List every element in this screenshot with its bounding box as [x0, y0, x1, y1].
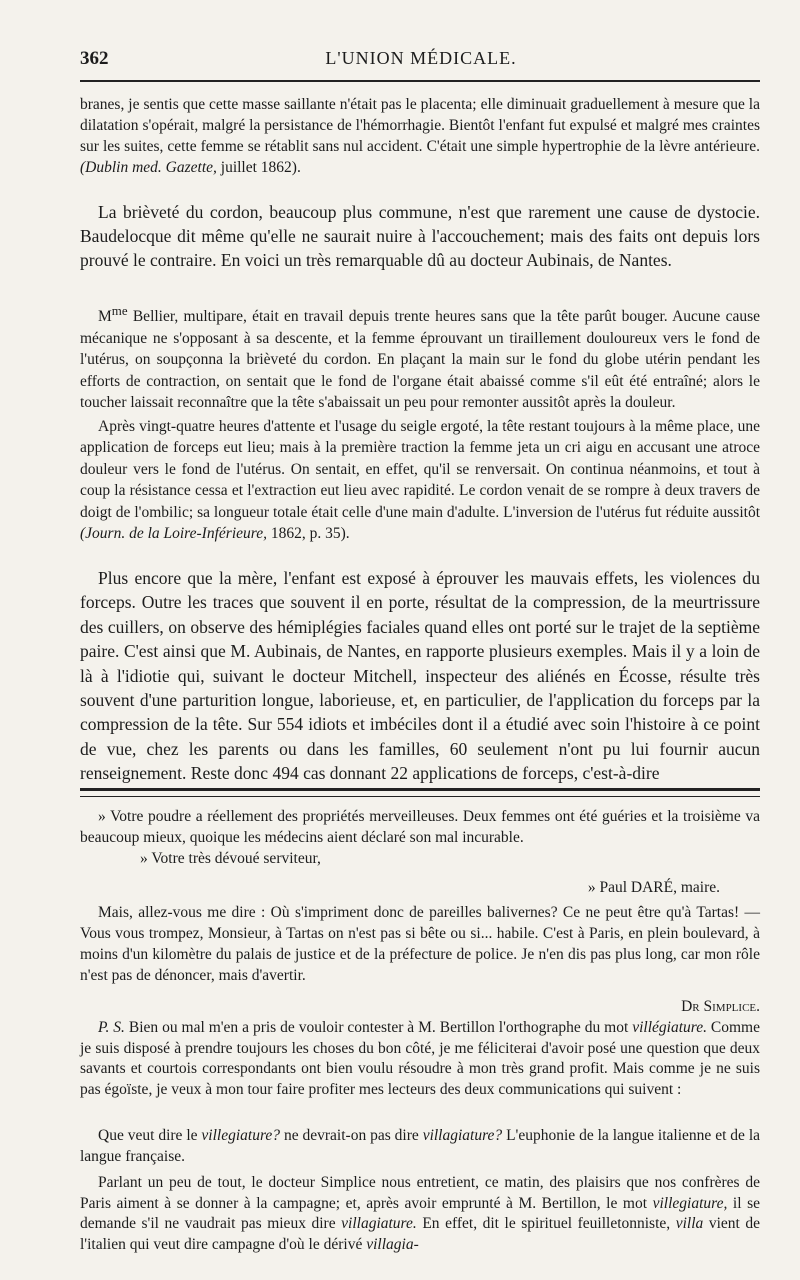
text-run: vient de l'italien qui veut dire campagne d'où le dérivé	[80, 1215, 760, 1253]
italic-word: villegiature,	[652, 1194, 728, 1212]
header-rule	[80, 80, 760, 82]
paragraph-text: La brièveté du cordon, beaucoup plus commune, n'est que rarement une cause de dystocie. Baudelocque dit même qu'elle ne saurait nuire à l'accouchement; mais des faits ont depuis lors prouvé le contraire. En voici un très remarquable dû au docteur Aubinais, de Nantes.	[80, 202, 760, 270]
communication-paragraph	[80, 1173, 760, 1255]
paragraph-text: Mais, allez-vous me dire : Où s'impriment donc de pareilles balivernes? Ce ne peut être qu'à Tartas! — Vous vous trompez, Monsieur, à Tartas on n'est pas si bête ou si... habile. C'est à Paris, en plein boulevard, à moins d'un kilomètre du palais de justice et de la préfecture de police. Je n'en dis pas plus long, car mon rôle n'est pas de dénoncer, mais d'avertir.	[80, 904, 760, 984]
postscript-paragraph	[80, 1018, 760, 1100]
letter-quote: » Votre poudre a réellement des propriétés merveilleuses. Deux femmes ont été guéries et la troisième va beaucoup mieux, quoique les médecins aient déclaré son mal incurable.	[80, 808, 760, 846]
case-text: Après vingt-quatre heures d'attente et l'usage du seigle ergoté, la tête restant toujours à la même place, une application de forceps eut lieu; mais à la première traction la femme jeta un cri aigu en accusant une atroce douleur vers le fond de l'utérus. On sentait, en effet, qu'il se renversait. On continua néanmoins, et tout à coup la résistance cessa et l'extraction eut lieu avec rapidité. Le cordon venait de se rompre à deux travers de doigt de l'ombilic; sa longueur totale était celle d'une main d'adulte. L'inversion de l'utérus fut réduite aussitôt	[80, 417, 760, 521]
postscript	[80, 1018, 760, 1100]
running-title: L'UNION MÉDICALE.	[325, 48, 517, 68]
citation: (Journ. de la Loire-Inférieure,	[80, 525, 267, 543]
text-run: il se demande s'il ne vaudrait pas mieux dire	[80, 1194, 760, 1232]
case-prefix: M	[98, 308, 112, 326]
case-text: Bellier, multipare, était en travail depuis trente heures sans que la tête parût bouger. Aucune cause mécanique ne s'opposant à sa descente, et la femme éprouvant un tiraillement douloureux vers le fond de l'utérus, on soupçonna la brièveté du cordon. En plaçant la main sur le fond du globe utérin pendant les efforts de contraction, on sentait que le fond de l'organe était abaissé comme s'il eût été entraîné; alors le toucher laissait reconnaître que la tête s'abaissait un peu pour remonter aussitôt après la douleur.	[80, 308, 760, 412]
paragraph-cord-brevity	[80, 200, 760, 272]
feuilleton-divider	[80, 788, 760, 797]
text-run: En effet, dit le spirituel feuilletonniste,	[416, 1215, 676, 1232]
case-paragraph-2	[80, 416, 760, 545]
quoted-letter	[80, 806, 760, 898]
text-run: L'euphonie de la langue italienne et de la langue française.	[80, 1127, 761, 1165]
postscript-text: Bien ou mal m'en a pris de vouloir contester à M. Bertillon l'orthographe du mot	[124, 1019, 633, 1036]
italic-word: villa	[675, 1215, 704, 1232]
word-villegiature: villégiature.	[632, 1019, 707, 1036]
italic-word: villagiature?	[422, 1127, 503, 1144]
italic-word: villagia-	[366, 1235, 419, 1253]
italic-word: villagiature.	[341, 1215, 417, 1232]
text-run: Que veut dire le	[98, 1127, 202, 1144]
case-prefix-sup: me	[111, 303, 128, 318]
citation-tail: 1862, p. 35).	[270, 525, 350, 543]
communication-question	[80, 1126, 760, 1167]
paragraph-text: Plus encore que la mère, l'enfant est exposé à éprouver les mauvais effets, les violences du forceps. Outre les traces que souvent il en porte, résultat de la compression, de la meurtrissure des cuillers, on observe des hémiplégies faciales quand elles ont porté sur le trajet de la septième paire. C'est ainsi que M. Aubinais, de Nantes, en rapporte plusieurs exemples. Mais il y a loin de là à l'idiotie qui, suivant le docteur Mitchell, inspecteur des aliénés en Écosse, résulte très souvent d'une parturition longue, laborieuse, et, en particulier, de l'application du forceps par la compression de la tête. Sur 554 idiots et imbéciles dont il a étudié avec soin l'histoire à ce point de vue, chez les parents ou dans les familles, 60 seulement n'ont pu lui fournir aucun renseignement. Reste donc 494 cas donnant 22 applications de forceps, c'est-à-dire	[80, 568, 760, 784]
paragraph-continuation	[80, 94, 760, 178]
communications	[80, 1126, 760, 1255]
postscript-text: Comme je suis disposé à prendre toujours les choses du bon côté, je me féliciterai d'avoir posé une question que deux savants et courtois correspondants ont bien voulu résoudre à mon très grand profit. Mais comme je ne suis pas égoïste, je veux à mon tour faire profiter mes lecteurs des deux communications qui suivent :	[80, 1019, 760, 1098]
letter-closing: » Votre très dévoué serviteur,	[140, 850, 321, 867]
author-signature: Dr Simplice.	[681, 998, 760, 1015]
letter-signature: » Paul DARÉ, maire.	[587, 879, 720, 896]
citation-tail: juillet 1862).	[220, 159, 301, 176]
page-header	[80, 44, 762, 74]
page-number: 362	[80, 48, 109, 69]
italic-word: villegiature?	[201, 1127, 281, 1144]
paragraph	[80, 94, 760, 178]
citation: (Dublin med. Gazette,	[80, 159, 217, 176]
postscript-label: P. S.	[98, 1019, 125, 1036]
paragraph-commentary	[80, 902, 760, 1017]
text-run: Parlant un peu de tout, le docteur Simplice nous entretient, ce matin, des plaisirs que nos confrères de Paris aiment à se donner à la campagne; et, après avoir emprunté à M. Bertillon, le mot	[80, 1174, 760, 1212]
case-report	[80, 300, 760, 545]
text-run: ne devrait-on pas dire	[280, 1127, 423, 1144]
paragraph-forceps	[80, 566, 760, 786]
paragraph-text: branes, je sentis que cette masse saillante n'était pas le placenta; elle diminuait graduellement à mesure que la dilatation s'opérait, malgré la persistance de l'hémorrhagie. Bientôt l'enfant fut expulsé et malgré mes craintes sur les suites, cette femme se rétablit sans nul accident. C'était une simple hypertrophie de la lèvre antérieure.	[80, 96, 760, 155]
case-paragraph-1	[80, 300, 760, 414]
